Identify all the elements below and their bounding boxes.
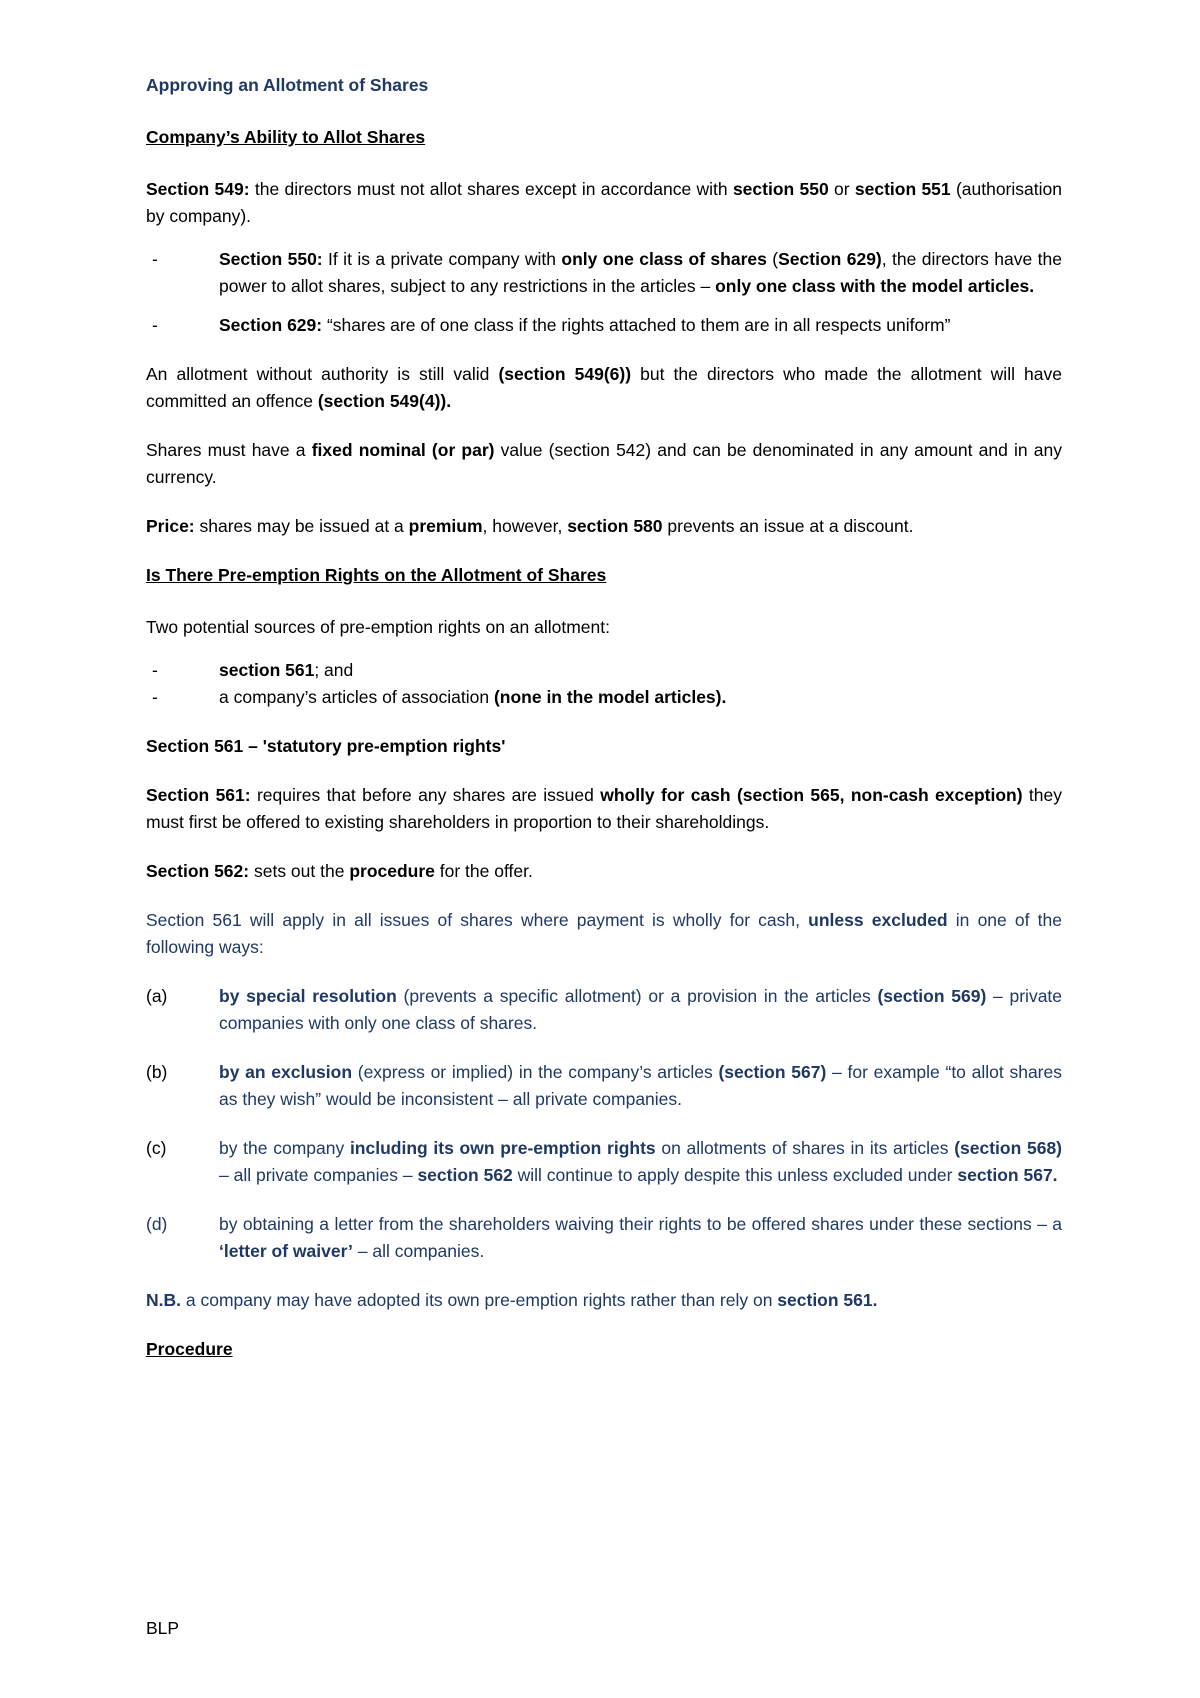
paragraph-price: Price: shares may be issued at a premium, however, section 580 prevents an issue at a discount. [146, 516, 914, 536]
exclusions-list [146, 983, 1062, 1265]
list-item: (c) by the company including its own pre-emption rights on allotments of shares in its articles (section 568) – all private companies – section 562 will continue to apply despite this unless excluded under section 567. [146, 1135, 1062, 1189]
sources-list [146, 657, 1062, 711]
paragraph-exclusions-intro: Section 561 will apply in all issues of shares where payment is wholly for cash, unless excluded in one of the following ways: [146, 910, 1062, 957]
item-label: (d) [146, 1214, 168, 1234]
list-item: (b) by an exclusion (express or implied) in the company’s articles (section 567) – for example “to allot shares as they wish” would be inconsistent – all private companies. [146, 1059, 1062, 1113]
list-item: - a company’s articles of association (none in the model articles). [152, 687, 727, 707]
paragraph-nb: N.B. a company may have adopted its own pre-emption rights rather than rely on section 561. [146, 1290, 878, 1310]
heading-pre-emption-rights: Is There Pre-emption Rights on the Allotment of Shares [146, 565, 607, 585]
section-550-629-list [146, 246, 1062, 339]
paragraph-allotment-validity: An allotment without authority is still valid (section 549(6)) but the directors who made the allotment will have committed an offence (section 549(4)). [146, 364, 1062, 411]
list-item: (d) by obtaining a letter from the shareholders waiving their rights to be offered shares under these sections – a ‘letter of waiver’ – all companies. [146, 1211, 1062, 1265]
item-label: (a) [146, 986, 168, 1006]
paragraph-section-549: Section 549: the directors must not allot shares except in accordance with section 550 or section 551 (authorisation by company). [146, 179, 1062, 226]
page-footer: BLP [146, 1618, 180, 1638]
list-item: (a) by special resolution (prevents a specific allotment) or a provision in the articles (section 569) – private companies with only one class of shares. [146, 983, 1062, 1037]
paragraph-sources-intro: Two potential sources of pre-emption rights on an allotment: [146, 617, 610, 637]
item-label: (b) [146, 1062, 168, 1082]
heading-procedure: Procedure [146, 1339, 233, 1359]
item-label: (c) [146, 1138, 167, 1158]
list-item: - Section 629: “shares are of one class if the rights attached to them are in all respects uniform” [152, 315, 951, 335]
page-title: Approving an Allotment of Shares [146, 75, 429, 95]
subheading-section-561: Section 561 – 'statutory pre-emption rights' [146, 736, 506, 756]
paragraph-nominal-value: Shares must have a fixed nominal (or par) value (section 542) and can be denominated in any amount and in any currency. [146, 440, 1062, 487]
paragraph-section-561: Section 561: requires that before any shares are issued wholly for cash (section 565, non-cash exception) they must first be offered to existing shareholders in proportion to their shareholdings. [146, 785, 1062, 832]
list-item: - Section 550: If it is a private company with only one class of shares (Section 629), the directors have the power to allot shares, subject to any restrictions in the articles – only one class with the model articles. [152, 249, 1062, 296]
heading-ability-to-allot: Company’s Ability to Allot Shares [146, 127, 426, 147]
paragraph-section-562: Section 562: sets out the procedure for the offer. [146, 861, 533, 881]
list-item: - section 561; and [152, 660, 354, 680]
document-body [146, 72, 1062, 1388]
